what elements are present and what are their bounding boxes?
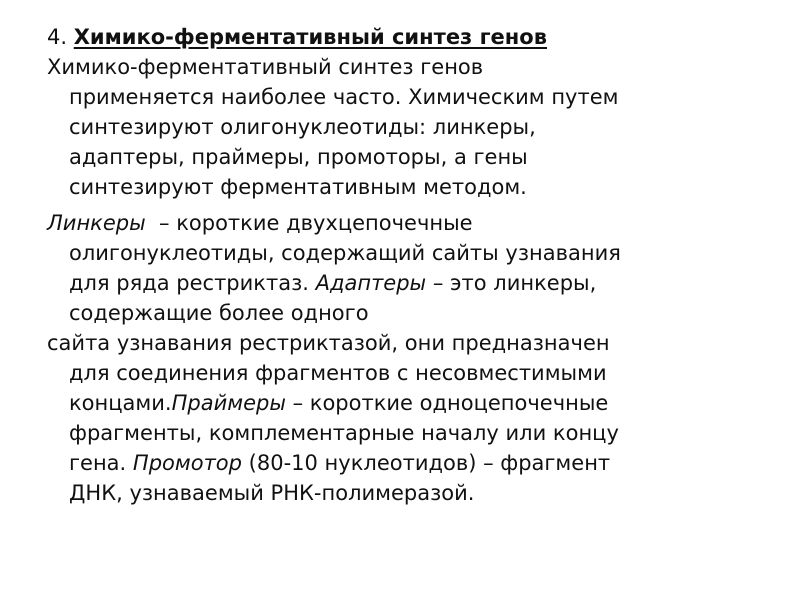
line-text: – это линкеры, xyxy=(426,271,597,295)
heading-number: 4. xyxy=(47,25,74,49)
line-text: (80-10 нуклеотидов) – фрагмент xyxy=(241,451,611,475)
paragraph-line xyxy=(47,448,767,478)
paragraph-line: олигонуклеотиды, содержащий сайты узнавания xyxy=(69,241,621,265)
line-text: – короткие одноцепочечные xyxy=(285,391,609,415)
paragraph-line: фрагменты, комплементарные началу или концу xyxy=(69,421,619,445)
term-primers: Праймеры xyxy=(171,391,286,415)
paragraph-line xyxy=(47,268,767,298)
paragraph-line: синтезируют ферментативным методом. xyxy=(69,175,527,199)
term-promoter: Промотор xyxy=(132,451,242,475)
line-text: гена. xyxy=(69,451,133,475)
paragraph-linkers xyxy=(47,208,767,328)
paragraph-line: сайта узнавания рестриктазой, они предназначен xyxy=(47,331,610,355)
line-text: для ряда рестриктаз. xyxy=(69,271,316,295)
slide-content xyxy=(47,22,767,508)
line-text: концами. xyxy=(69,391,172,415)
slide-heading xyxy=(47,22,767,52)
paragraph-line xyxy=(47,208,767,238)
paragraph-line: адаптеры, праймеры, промоторы, а гены xyxy=(69,145,528,169)
paragraph-line: для соединения фрагментов с несовместимыми xyxy=(69,361,607,385)
heading-title: Химико-ферментативный синтез генов xyxy=(73,25,548,49)
paragraph-line: содержащие более одного xyxy=(69,301,369,325)
line-text: – короткие двухцепочечные xyxy=(145,211,473,235)
term-linkers: Линкеры xyxy=(47,211,146,235)
paragraph-line: Химико-ферментативный синтез генов xyxy=(47,55,484,79)
paragraph-line: применяется наиболее часто. Химическим путем xyxy=(69,85,619,109)
paragraph-adapters-primers xyxy=(47,328,767,508)
paragraph-line xyxy=(47,388,767,418)
paragraph-intro xyxy=(47,52,767,202)
paragraph-line: синтезируют олигонуклеотиды: линкеры, xyxy=(69,115,536,139)
paragraph-line: ДНК, узнаваемый РНК-полимеразой. xyxy=(69,481,475,505)
term-adapters: Адаптеры xyxy=(315,271,427,295)
